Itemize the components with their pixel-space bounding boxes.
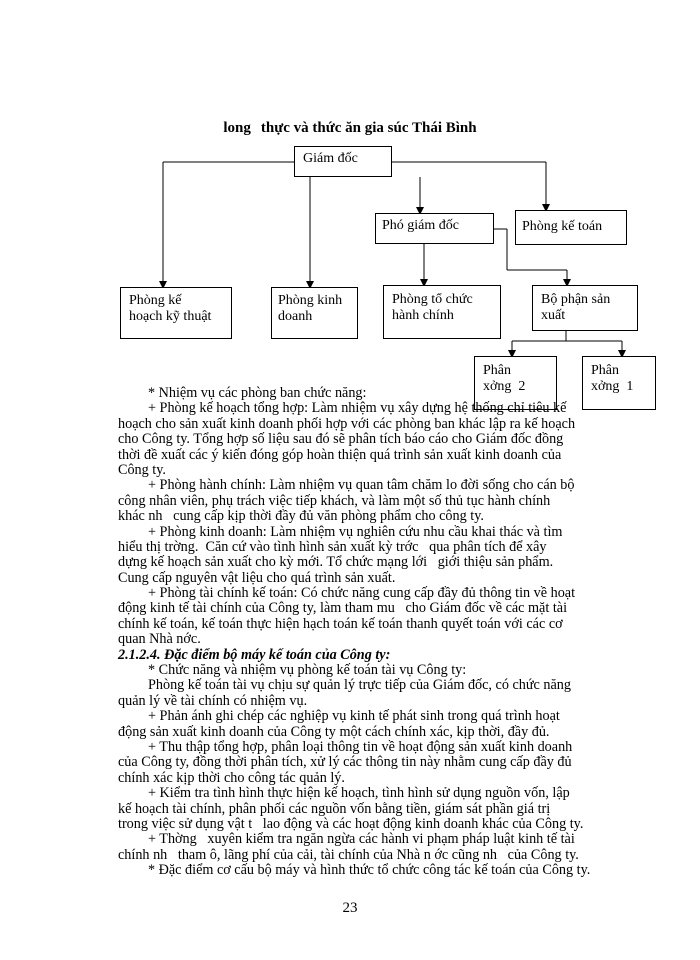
text-line: khác nh cung cấp kịp thời đầy đủ văn phòng phẩm cho công ty. <box>118 508 484 525</box>
admin-box <box>383 285 501 339</box>
text-line: + Phòng hành chính: Làm nhiệm vụ quan tâm chăm lo đời sống cho cán bộ <box>148 477 575 494</box>
text-line: + Phòng kế hoạch tổng hợp: Làm nhiệm vụ xây dựng hệ thống chỉ tiêu kế <box>148 400 567 417</box>
text-line: thời đề xuất các ý kiến đóng góp hoàn thiện quá trình sản xuất kinh doanh của <box>118 446 562 463</box>
text-line: chính kế toán, kế toán thực hiện hạch toán kế toán thanh quyết toán với các cơ <box>118 615 563 632</box>
accounting-box <box>515 210 627 245</box>
business-label-2: doanh <box>278 309 313 324</box>
text-line: chính nh tham ô, lãng phí của cải, tài chính của Nhà n ớc cũng nh của Công ty. <box>118 846 579 863</box>
text-line: động kinh tế tài chính của Công ty, làm tham mu cho Giám đốc về các mặt tài <box>118 600 568 617</box>
section-heading: 2.1.2.4. Đặc điểm bộ máy kế toán của Công ty: <box>118 646 391 663</box>
text-line: kế hoạch tài chính, phân phối các nguồn vốn bằng tiền, giám sát phần giá trị <box>118 800 551 817</box>
text-line: Cung cấp nguyên vật liệu cho quá trình sản xuất. <box>118 569 396 586</box>
text-line: chính xác kịp thời cho công tác quản lý. <box>118 769 345 786</box>
title-text: thực và thức ăn gia súc Thái Bình <box>260 120 477 136</box>
text-line: trong việc sử dụng vật t lao động và các hoạt động kinh doanh khác của Công ty. <box>118 815 584 832</box>
admin-label-1: Phòng tổ chức <box>392 292 473 307</box>
text-line: + Phản ánh ghi chép các nghiệp vụ kinh tế phát sinh trong quá trình hoạt <box>148 708 560 725</box>
text-line: + Phòng kinh doanh: Làm nhiệm vụ nghiên cứu nhu cầu khai thác và tìm <box>148 523 563 540</box>
business-box <box>271 287 358 339</box>
text-line: + Kiểm tra tình hình thực hiện kế hoạch, tình hình sử dụng nguồn vốn, lập <box>148 785 570 802</box>
production-label-1: Bộ phận sản <box>541 292 611 307</box>
text-line: + Thu thập tổng hợp, phân loại thông tin về hoạt động sản xuất kinh doanh <box>148 738 573 755</box>
text-line: hiểu thị trờng. Căn cứ vào tình hình sản xuất kỳ trớc qua phân tích để xây <box>118 538 547 555</box>
text-line: quan Nhà nớc. <box>118 631 201 648</box>
vice-director-box <box>375 213 494 244</box>
text-line: hoạch cho sản xuất kinh doanh phối hợp với các phòng ban khác lập ra kế hoạch <box>118 415 576 432</box>
text-line: * Nhiệm vụ các phòng ban chức năng: <box>148 385 367 401</box>
text-line: + Thờng xuyên kiểm tra ngăn ngừa các hành vi phạm pháp luật kinh tế tài <box>148 831 575 848</box>
production-box <box>532 285 638 331</box>
planning-label-2: hoạch kỹ thuật <box>129 309 212 324</box>
page-number: 23 <box>342 900 358 916</box>
text-line: quản lý về tài chính có nhiệm vụ. <box>118 692 308 709</box>
text-line: Phòng kế toán tài vụ chịu sự quản lý trực tiếp của Giám đốc, có chức năng <box>148 677 571 694</box>
director-label: Giám đốc <box>303 151 358 166</box>
admin-label-2: hành chính <box>392 308 454 323</box>
text-line: * Đặc điểm cơ cấu bộ máy và hình thức tổ chức công tác kế toán của Công ty. <box>148 862 591 879</box>
text-line: dựng kế hoạch sản xuất cho kỳ mới. Tổ chức mạng lới giới thiệu sản phẩm. <box>118 554 554 571</box>
body-text <box>118 386 620 879</box>
business-label-1: Phòng kinh <box>278 293 343 308</box>
text-line: của Công ty, đồng thời phân tích, xử lý các thông tin này nhằm cung cấp đầy đủ <box>118 754 572 771</box>
text-line: động sản xuất kinh doanh của Công ty một cách chính xác, kịp thời, đầy đủ. <box>118 723 550 740</box>
text-line: cho Công ty. Tổng hợp số liệu sau đó sẽ phân tích báo cáo cho Giám đốc đồng <box>118 431 564 448</box>
text-line: + Phòng tài chính kế toán: Có chức năng cung cấp đầy đủ thông tin về hoạt <box>148 585 576 602</box>
workshop-1-label-2: xởng 1 <box>591 379 634 394</box>
title-fragment: long <box>223 120 251 136</box>
workshop-2-label-1: Phân <box>483 363 511 378</box>
director-box <box>294 146 392 177</box>
accounting-label: Phòng kế toán <box>522 219 603 234</box>
text-line: công nhân viên, phụ trách việc tiếp khách, và làm một số thủ tục hành chính <box>118 492 551 509</box>
text-line: Công ty. <box>118 461 166 478</box>
planning-box <box>120 287 232 339</box>
planning-label-1: Phòng kế <box>129 293 182 308</box>
workshop-1-label-1: Phân <box>591 363 619 378</box>
workshop-2-label-2: xởng 2 <box>483 379 526 394</box>
production-label-2: xuất <box>541 308 566 323</box>
vice-director-label: Phó giám đốc <box>382 218 459 233</box>
text-line: * Chức năng và nhiệm vụ phòng kế toán tài vụ Công ty: <box>148 662 467 679</box>
